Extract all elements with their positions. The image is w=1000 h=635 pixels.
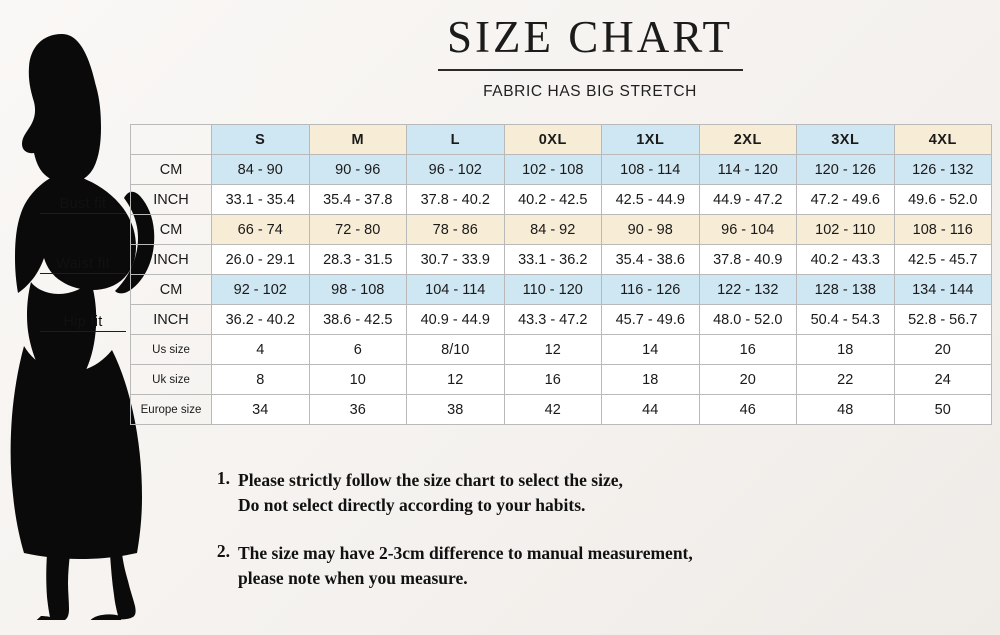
table-row bbox=[131, 245, 992, 275]
cell: 49.6 - 52.0 bbox=[894, 185, 992, 215]
row-label-uk-size: Uk size bbox=[131, 365, 212, 395]
cell: 84 - 92 bbox=[504, 215, 602, 245]
cell: 36 bbox=[309, 395, 407, 425]
cell: 34 bbox=[212, 395, 310, 425]
cell: 90 - 96 bbox=[309, 155, 407, 185]
note-number: 2. bbox=[216, 540, 230, 561]
cell: 40.2 - 43.3 bbox=[797, 245, 895, 275]
cell: 20 bbox=[699, 365, 797, 395]
notes-block bbox=[204, 468, 994, 614]
cell: 35.4 - 37.8 bbox=[309, 185, 407, 215]
cell: 20 bbox=[894, 335, 992, 365]
cell: 78 - 86 bbox=[407, 215, 505, 245]
cell: 4 bbox=[212, 335, 310, 365]
row-label-hip-inch: INCH bbox=[131, 305, 212, 335]
cell: 120 - 126 bbox=[797, 155, 895, 185]
cell: 33.1 - 36.2 bbox=[504, 245, 602, 275]
cell: 42 bbox=[504, 395, 602, 425]
cell: 28.3 - 31.5 bbox=[309, 245, 407, 275]
table-row bbox=[131, 335, 992, 365]
cell: 16 bbox=[699, 335, 797, 365]
cell: 12 bbox=[407, 365, 505, 395]
cell: 26.0 - 29.1 bbox=[212, 245, 310, 275]
group-label-bust-rule bbox=[40, 213, 126, 214]
cell: 108 - 116 bbox=[894, 215, 992, 245]
table-row bbox=[131, 365, 992, 395]
column-header-s: S bbox=[212, 125, 310, 155]
row-label-europe-size: Europe size bbox=[131, 395, 212, 425]
page-subtitle: FABRIC HAS BIG STRETCH bbox=[483, 83, 697, 101]
group-label-hip-rule bbox=[40, 331, 126, 332]
cell: 128 - 138 bbox=[797, 275, 895, 305]
note-line: please note when you measure. bbox=[238, 568, 468, 589]
cell: 8/10 bbox=[407, 335, 505, 365]
cell: 38 bbox=[407, 395, 505, 425]
cell: 110 - 120 bbox=[504, 275, 602, 305]
table-row bbox=[131, 155, 992, 185]
cell: 122 - 132 bbox=[699, 275, 797, 305]
cell: 37.8 - 40.9 bbox=[699, 245, 797, 275]
cell: 48 bbox=[797, 395, 895, 425]
table-row bbox=[131, 215, 992, 245]
note-text bbox=[238, 468, 623, 519]
cell: 108 - 114 bbox=[602, 155, 700, 185]
cell: 35.4 - 38.6 bbox=[602, 245, 700, 275]
column-header-l: L bbox=[407, 125, 505, 155]
table-row bbox=[131, 305, 992, 335]
note-line: Please strictly follow the size chart to select the size, bbox=[238, 470, 623, 490]
cell: 96 - 104 bbox=[699, 215, 797, 245]
row-label-waist-inch: INCH bbox=[131, 245, 212, 275]
cell: 24 bbox=[894, 365, 992, 395]
column-header-4xl: 4XL bbox=[894, 125, 992, 155]
cell: 116 - 126 bbox=[602, 275, 700, 305]
group-label-hip-text: Hip fit bbox=[63, 314, 103, 330]
group-label-bust-fit bbox=[40, 196, 126, 214]
table-row bbox=[131, 275, 992, 305]
title-underline bbox=[438, 69, 743, 71]
cell: 43.3 - 47.2 bbox=[504, 305, 602, 335]
table-header-row bbox=[131, 125, 992, 155]
column-header-1xl: 1XL bbox=[602, 125, 700, 155]
group-label-waist-fit bbox=[40, 256, 126, 274]
cell: 45.7 - 49.6 bbox=[602, 305, 700, 335]
cell: 8 bbox=[212, 365, 310, 395]
cell: 134 - 144 bbox=[894, 275, 992, 305]
cell: 16 bbox=[504, 365, 602, 395]
cell: 47.2 - 49.6 bbox=[797, 185, 895, 215]
cell: 12 bbox=[504, 335, 602, 365]
cell: 52.8 - 56.7 bbox=[894, 305, 992, 335]
cell: 102 - 108 bbox=[504, 155, 602, 185]
cell: 104 - 114 bbox=[407, 275, 505, 305]
cell: 42.5 - 45.7 bbox=[894, 245, 992, 275]
group-label-waist-text: Waist fit bbox=[56, 256, 110, 272]
cell: 126 - 132 bbox=[894, 155, 992, 185]
row-label-bust-cm: CM bbox=[131, 155, 212, 185]
cell: 102 - 110 bbox=[797, 215, 895, 245]
cell: 38.6 - 42.5 bbox=[309, 305, 407, 335]
column-header-3xl: 3XL bbox=[797, 125, 895, 155]
row-label-waist-cm: CM bbox=[131, 215, 212, 245]
cell: 33.1 - 35.4 bbox=[212, 185, 310, 215]
cell: 42.5 - 44.9 bbox=[602, 185, 700, 215]
cell: 40.9 - 44.9 bbox=[407, 305, 505, 335]
cell: 18 bbox=[797, 335, 895, 365]
row-label-us-size: Us size bbox=[131, 335, 212, 365]
group-label-waist-rule bbox=[40, 273, 126, 274]
row-label-bust-inch: INCH bbox=[131, 185, 212, 215]
cell: 90 - 98 bbox=[602, 215, 700, 245]
column-header-2xl: 2XL bbox=[699, 125, 797, 155]
note-item bbox=[204, 541, 994, 592]
cell: 36.2 - 40.2 bbox=[212, 305, 310, 335]
note-item bbox=[204, 468, 994, 519]
group-label-bust-text: Bust fit bbox=[59, 196, 107, 212]
note-line: The size may have 2-3cm difference to manual measurement, bbox=[238, 542, 693, 563]
cell: 6 bbox=[309, 335, 407, 365]
note-number: 1. bbox=[216, 468, 230, 488]
size-chart-table-wrap bbox=[130, 124, 992, 425]
cell: 92 - 102 bbox=[212, 275, 310, 305]
cell: 22 bbox=[797, 365, 895, 395]
cell: 84 - 90 bbox=[212, 155, 310, 185]
cell: 96 - 102 bbox=[407, 155, 505, 185]
group-label-hip-fit bbox=[40, 314, 126, 332]
cell: 14 bbox=[602, 335, 700, 365]
cell: 30.7 - 33.9 bbox=[407, 245, 505, 275]
cell: 98 - 108 bbox=[309, 275, 407, 305]
cell: 44 bbox=[602, 395, 700, 425]
table-row bbox=[131, 185, 992, 215]
cell: 72 - 80 bbox=[309, 215, 407, 245]
size-chart-table bbox=[130, 124, 992, 425]
cell: 114 - 120 bbox=[699, 155, 797, 185]
cell: 44.9 - 47.2 bbox=[699, 185, 797, 215]
row-label-hip-cm: CM bbox=[131, 275, 212, 305]
table-row bbox=[131, 395, 992, 425]
cell: 10 bbox=[309, 365, 407, 395]
column-header-m: M bbox=[309, 125, 407, 155]
note-text bbox=[238, 541, 693, 592]
cell: 50.4 - 54.3 bbox=[797, 305, 895, 335]
cell: 66 - 74 bbox=[212, 215, 310, 245]
title-block bbox=[180, 14, 1000, 101]
column-header-0xl: 0XL bbox=[504, 125, 602, 155]
cell: 50 bbox=[894, 395, 992, 425]
header-corner-cell bbox=[131, 125, 212, 155]
page-title: SIZE CHART bbox=[446, 12, 734, 62]
cell: 37.8 - 40.2 bbox=[407, 185, 505, 215]
cell: 46 bbox=[699, 395, 797, 425]
note-line: Do not select directly according to your habits. bbox=[238, 495, 586, 516]
cell: 18 bbox=[602, 365, 700, 395]
cell: 40.2 - 42.5 bbox=[504, 185, 602, 215]
cell: 48.0 - 52.0 bbox=[699, 305, 797, 335]
